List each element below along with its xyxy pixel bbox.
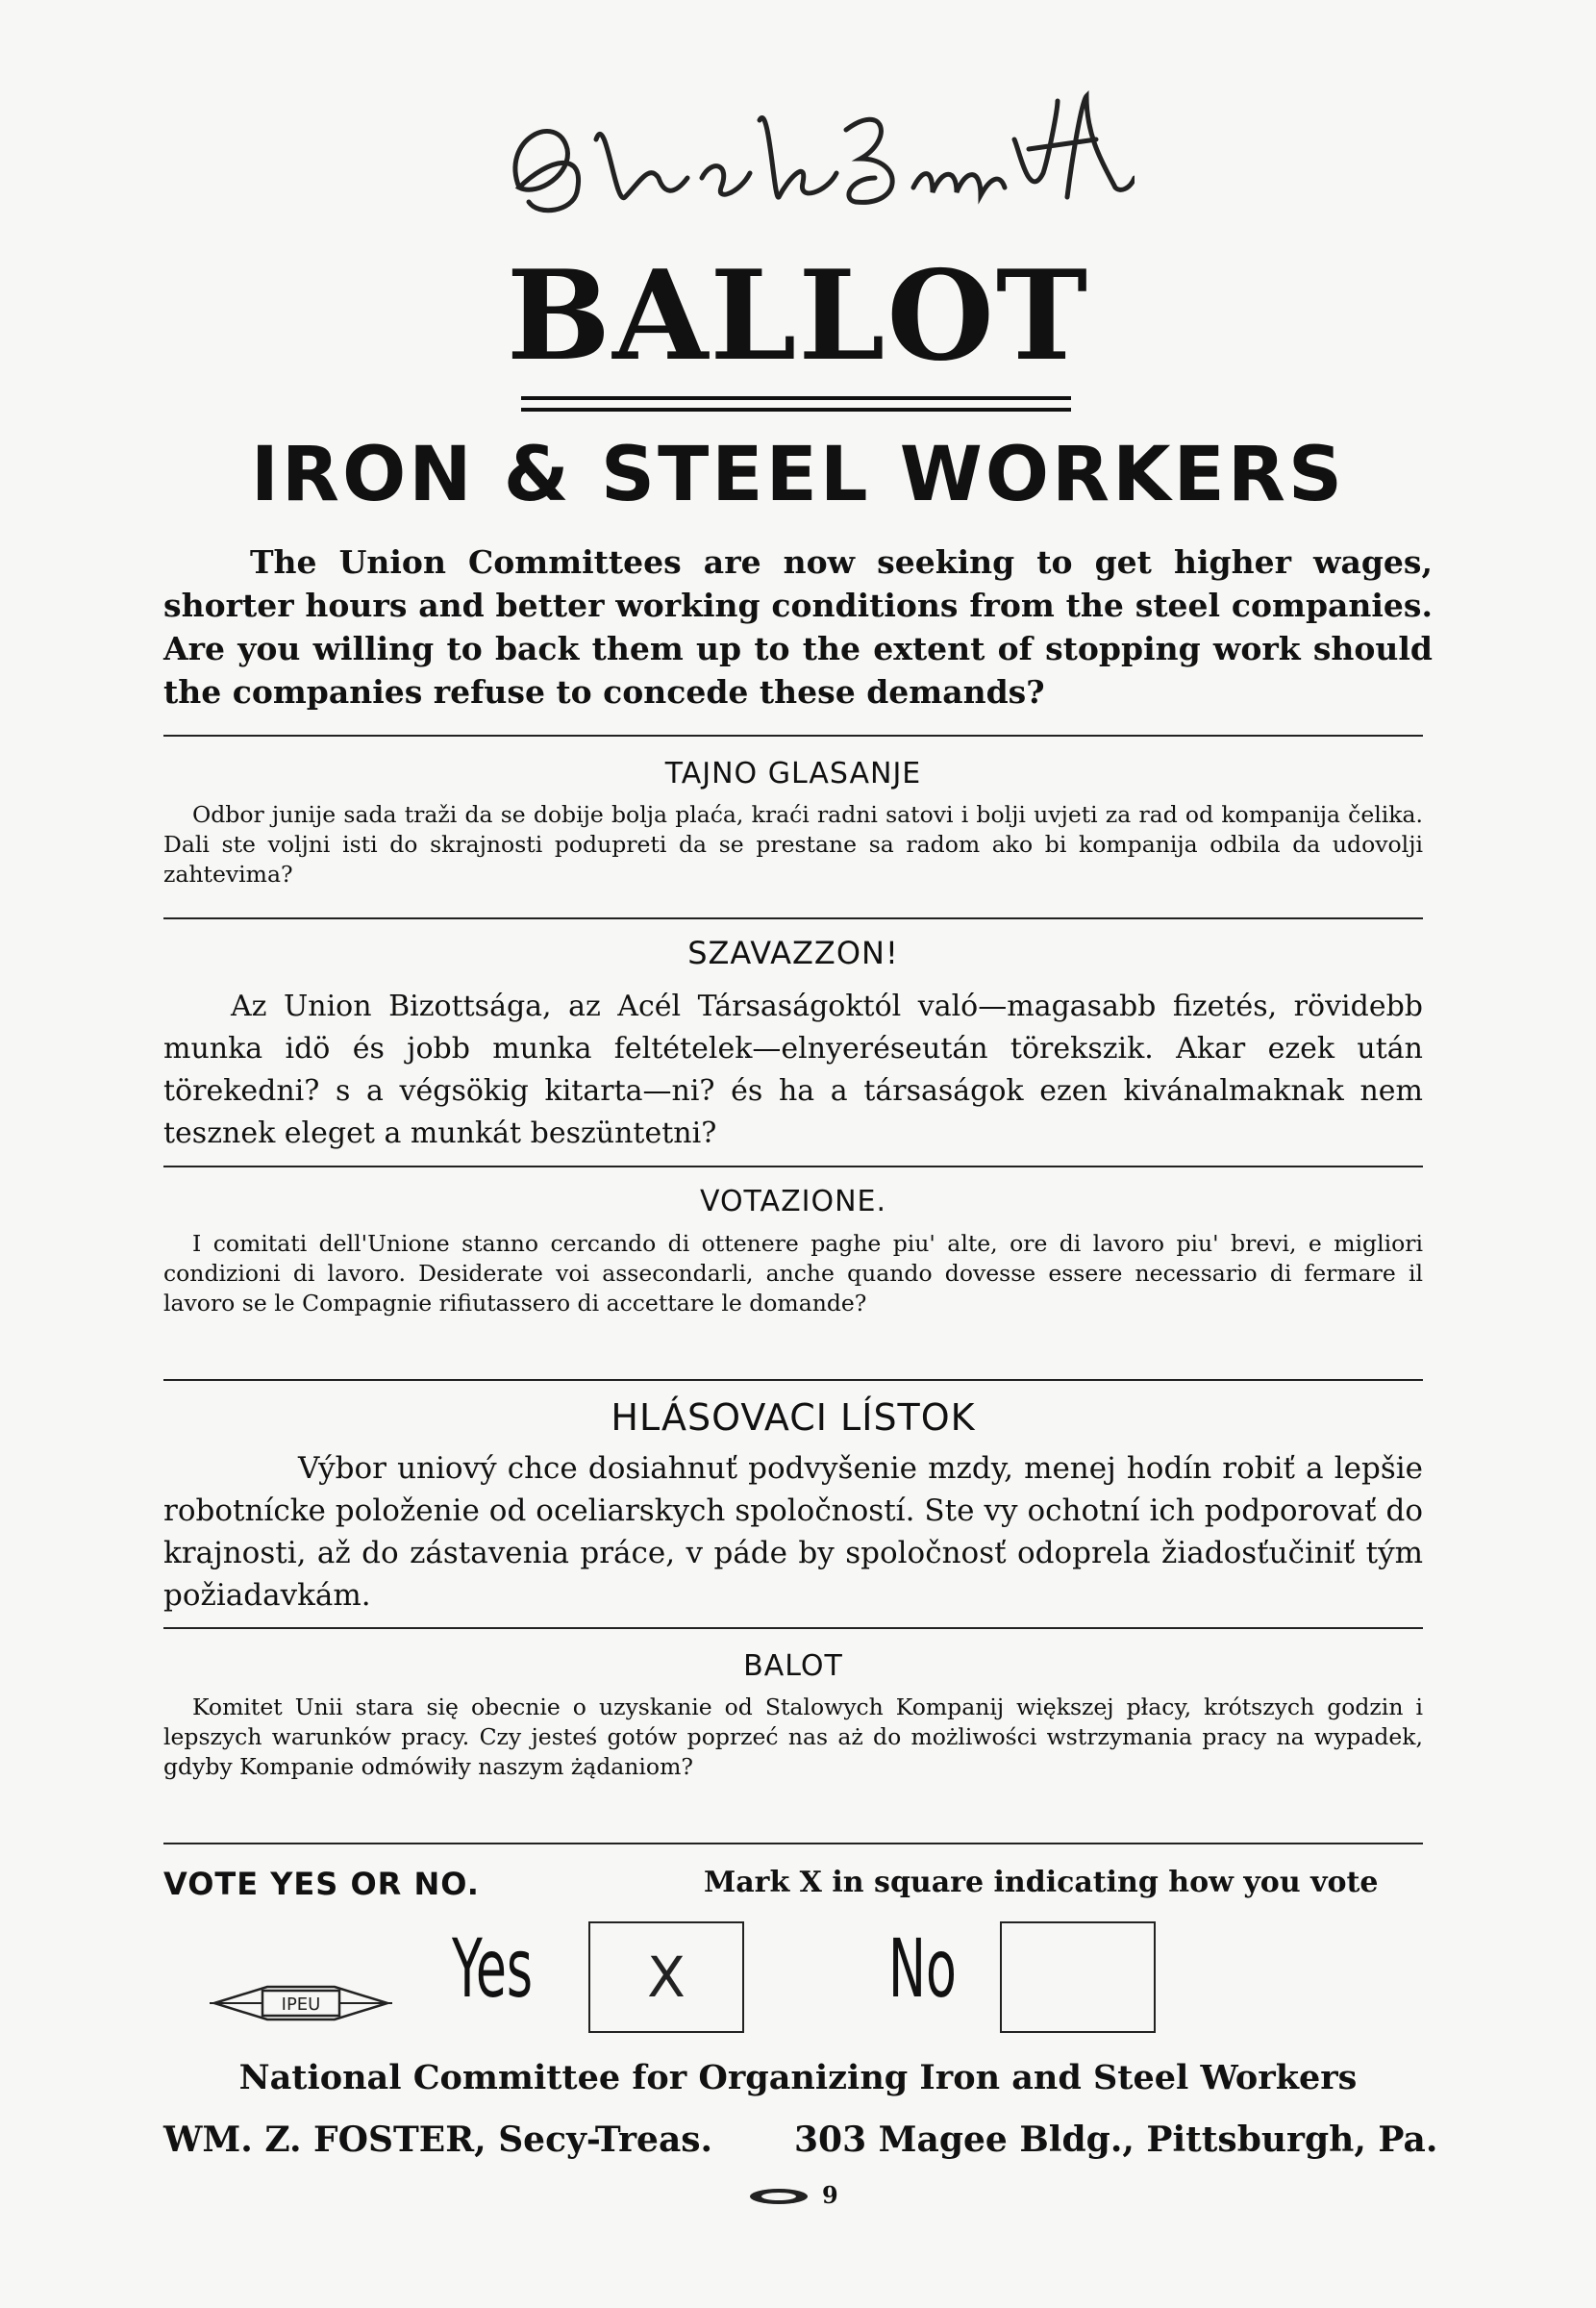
slovak-heading: HLÁSOVACI LÍSTOK (611, 1396, 976, 1439)
no-label: No (888, 1921, 957, 2016)
vote-instruction: VOTE YES OR NO. (163, 1866, 480, 1902)
committee-name: National Committee for Organizing Iron and Steel Workers (238, 2058, 1358, 2097)
logo-text: IPEU (281, 1994, 321, 2015)
italian-text: I comitati dell'Unione stanno cercando di ottenere paghe piu' alte, ore di lavoro piu' brevi, e migliori condizioni di lavoro. Desiderate voi assecondarli, anche quando dovesse essere necessario di fermare il lavoro se le Compagnie rifiutassero di accettare le domande? (163, 1230, 1423, 1317)
page-number: 9 (822, 2181, 838, 2209)
slovak-text: Výbor uniový chce dosiahnuť podvyšenie mzdy, menej hodín robiť a lepšie robotnícke položenie od oceliarskych spoločností. Ste vy ochotní ich podporovať do krajnosti, až do zástavenia práce, v páde by spoločnosť odoprela žiadosťučiniť tým požiadavkám. (163, 1451, 1423, 1613)
handwritten-signature (481, 82, 1135, 236)
polish-text: Komitet Unii stara się obecnie o uzyskanie od Stalowych Kompanij większej płacy, krótszych godzin i lepszych warunków pracy. Czy jesteś gotów poprzeć nas aż do możliwości wstrzymania pracy na wypadek, gdyby Kompanie odmówiły naszym żądaniom? (163, 1693, 1423, 1780)
section-divider (163, 1166, 1423, 1167)
croatian-text: Odbor junije sada traži da se dobije bolja plaća, kraći radni satovi i bolji uvjeti za rad od kompanija čelika. Dali ste voljni isti do skrajnosti podupreti da se prestane sa radom ako bi kompanija odbila da udovolji zahtevima? (163, 801, 1423, 888)
committee-address: 303 Magee Bldg., Pittsburgh, Pa. (794, 2120, 1438, 2160)
english-question: The Union Committees are now seeking to get higher wages, shorter hours and better working conditions from the steel companies. Are you willing to back them up to the extent of stopping work should the companies refuse to concede these demands? (163, 543, 1433, 711)
section-divider (163, 1843, 1423, 1844)
yes-mark: X (647, 1944, 686, 2010)
yes-label: Yes (452, 1921, 534, 2016)
printer-mark-icon (745, 2185, 812, 2208)
hungarian-text: Az Union Bizottsága, az Acél Társaságoktól való—magasabb fizetés, rövidebb munka idö és jobb munka feltételek—elnyeréseután törekszik. Akar ezek után törekedni? s a végsökig kitarta—ni? és ha a társaságok ezen kivánalmaknak nem tesznek eleget a munkát beszüntetni? (163, 990, 1423, 1150)
union-label-logo (210, 1979, 392, 2027)
ballot-subtitle: IRON & STEEL WORKERS (250, 432, 1346, 518)
mark-instruction: Mark X in square indicating how you vote (704, 1866, 1379, 1899)
ballot-title: BALLOT (506, 244, 1090, 389)
section-divider (163, 1627, 1423, 1629)
title-rule-top (521, 396, 1071, 400)
yes-checkbox[interactable] (588, 1921, 744, 2033)
section-divider (163, 1379, 1423, 1381)
croatian-heading: TAJNO GLASANJE (664, 757, 922, 790)
section-divider (163, 917, 1423, 919)
section-divider (163, 735, 1423, 737)
polish-heading: BALOT (743, 1649, 843, 1683)
hungarian-heading: SZAVAZZON! (687, 935, 899, 971)
no-checkbox[interactable] (1000, 1921, 1156, 2033)
secretary-name: WM. Z. FOSTER, Secy-Treas. (163, 2120, 713, 2160)
title-rule-bottom (521, 408, 1071, 412)
italian-heading: VOTAZIONE. (699, 1185, 887, 1218)
